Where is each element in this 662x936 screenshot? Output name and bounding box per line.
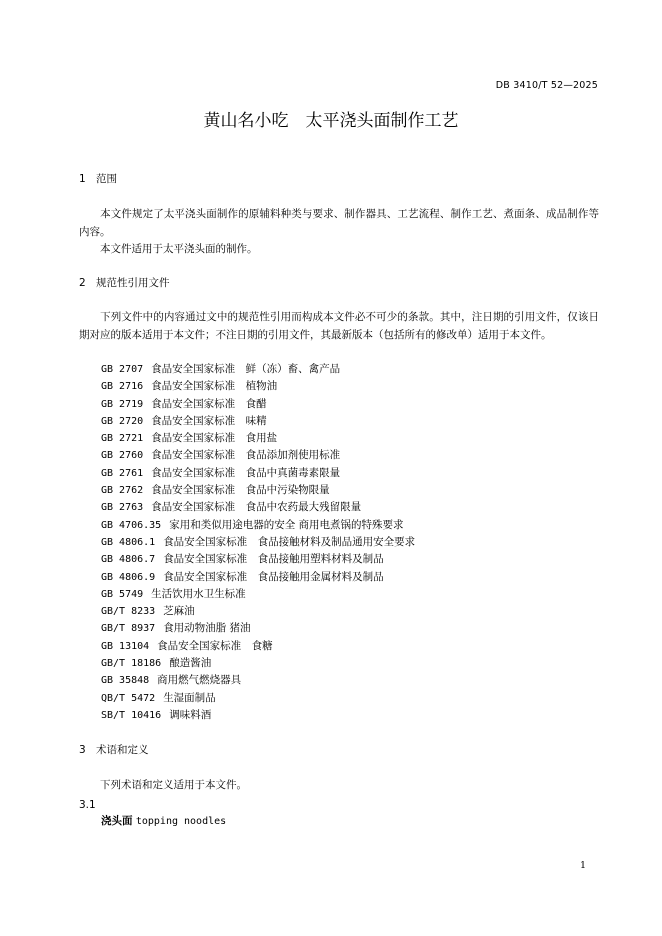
reference-item: GB 2763 食品安全国家标准 食品中农药最大残留限量 <box>101 501 362 514</box>
section-2-number: 2 <box>79 277 86 289</box>
reference-item: GB 2721 食品安全国家标准 食用盐 <box>101 432 278 445</box>
section-2-title: 规范性引用文件 <box>96 277 170 289</box>
title-part-2: 太平浇头面制作工艺 <box>305 111 459 131</box>
reference-item: GB 13104 食品安全国家标准 食糖 <box>101 639 273 652</box>
reference-item: GB 4806.9 食品安全国家标准 食品接触用金属材料及制品 <box>101 570 384 583</box>
reference-item: GB 4806.7 食品安全国家标准 食品接触用塑料材料及制品 <box>101 553 384 566</box>
section-3-intro: 下列术语和定义适用于本文件。 <box>100 779 247 791</box>
reference-item: GB 2719 食品安全国家标准 食醋 <box>101 397 267 410</box>
page-number: 1 <box>579 860 586 871</box>
term-number: 3.1 <box>79 799 96 811</box>
reference-item: GB/T 18186 酿造酱油 <box>101 657 212 670</box>
section-1-heading <box>79 172 117 186</box>
section-3-heading <box>79 743 149 757</box>
document-title <box>0 110 662 132</box>
term-name-en: topping noodles <box>135 816 227 827</box>
reference-item: SB/T 10416 调味料酒 <box>101 708 212 721</box>
reference-item: GB/T 8937 食用动物油脂 猪油 <box>101 622 251 635</box>
reference-item: GB 35848 商用燃气燃烧器具 <box>101 674 242 687</box>
normative-reference-list <box>101 361 415 724</box>
section-1-number: 1 <box>79 173 86 185</box>
section-2-intro: 下列文件中的内容通过文中的规范性引用而构成本文件必不可少的条款。其中，注日期的引用文件，仅该日期对应的版本适用于本文件；不注日期的引用文件，其最新版本（包括所有的修改单）适用于本文件。 <box>79 311 599 341</box>
reference-item: GB 5749 生活饮用水卫生标准 <box>101 587 246 600</box>
section-3-title: 术语和定义 <box>96 744 149 756</box>
section-3-number: 3 <box>79 744 86 756</box>
reference-item: GB 2707 食品安全国家标准 鲜（冻）畜、禽产品 <box>101 363 341 375</box>
reference-item: GB 2716 食品安全国家标准 植物油 <box>101 380 278 393</box>
document-code: DB 3410/T 52—2025 <box>495 80 598 91</box>
title-part-1: 黄山名小吃 <box>203 111 289 131</box>
section-2-heading <box>79 276 170 290</box>
term-name-zh: 浇头面 <box>101 815 133 827</box>
section-1-paragraph-2: 本文件适用于太平浇头面的制作。 <box>100 243 258 255</box>
reference-item: GB 2720 食品安全国家标准 味精 <box>101 414 267 427</box>
reference-item: GB 4706.35 家用和类似用途电器的安全 商用电煮锅的特殊要求 <box>101 518 404 531</box>
section-1-paragraph-1: 本文件规定了太平浇头面制作的原辅料种类与要求、制作器具、工艺流程、制作工艺、煮面条、成品制作等内容。 <box>79 208 599 238</box>
term-name <box>101 814 226 829</box>
reference-item: GB 2762 食品安全国家标准 食品中污染物限量 <box>101 484 330 497</box>
reference-item: GB 2760 食品安全国家标准 食品添加剂使用标准 <box>101 449 341 462</box>
section-1-title: 范围 <box>96 173 117 185</box>
reference-item: QB/T 5472 生湿面制品 <box>101 691 216 704</box>
reference-item: GB/T 8233 芝麻油 <box>101 605 195 618</box>
reference-item: GB 4806.1 食品安全国家标准 食品接触材料及制品通用安全要求 <box>101 535 416 548</box>
reference-item: GB 2761 食品安全国家标准 食品中真菌毒素限量 <box>101 466 341 479</box>
